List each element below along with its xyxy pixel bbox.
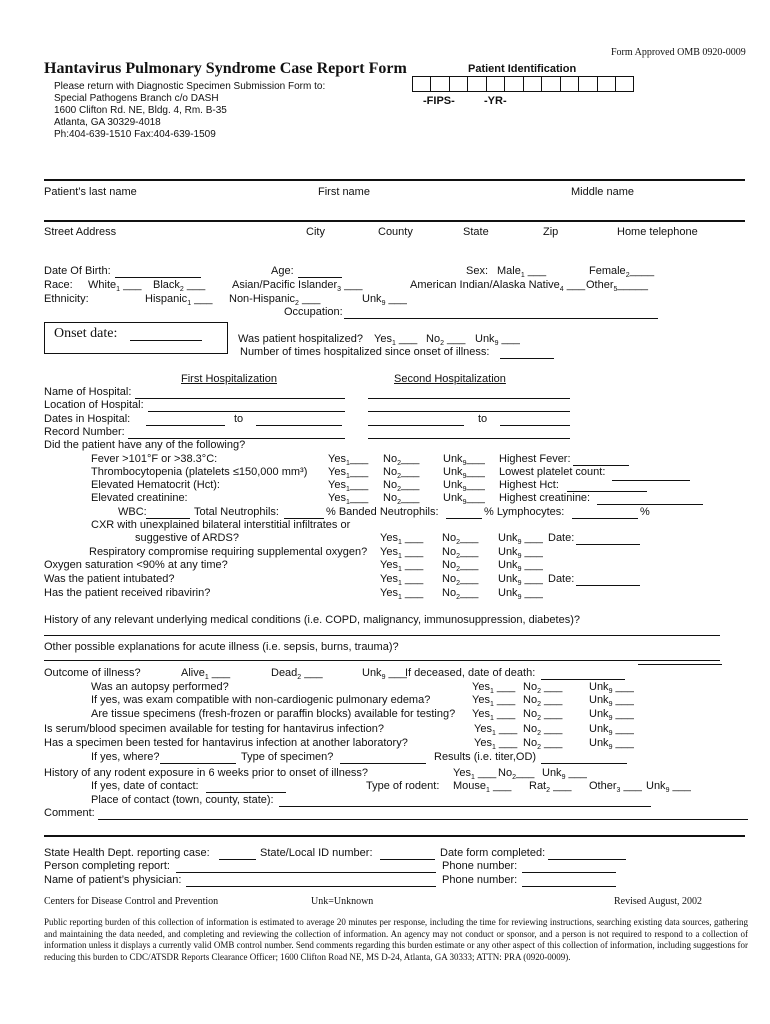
- intub-no[interactable]: $No_2\_\_\_$: [442, 573, 479, 588]
- yr-label: -YR-: [484, 95, 507, 107]
- autopsy-yes[interactable]: Yes$_1$ ___: [472, 681, 516, 696]
- rodent-unk[interactable]: Unk$_9$ ___: [542, 767, 587, 782]
- onset-date-field[interactable]: [130, 340, 202, 341]
- rodent-label: History of any rodent exposure in 6 weeks prior to onset of illness?: [44, 767, 369, 779]
- highest-creatinine-field[interactable]: [597, 504, 703, 505]
- other-race-option[interactable]: Other$_5$_____: [586, 279, 649, 294]
- riba-yes[interactable]: Yes$_1$ ___: [380, 587, 424, 602]
- section-divider: [44, 835, 745, 837]
- intub-date-field[interactable]: [576, 585, 640, 586]
- intub-date-label: Date:: [548, 573, 575, 585]
- cxr-no[interactable]: $No_2\_\_\_$: [442, 532, 479, 547]
- explanations-field-2[interactable]: [638, 664, 722, 665]
- form-title: Hantavirus Pulmonary Syndrome Case Report Form: [44, 60, 407, 77]
- tissue-no[interactable]: $No_2$ ___: [523, 708, 563, 723]
- oxy-no[interactable]: $No_2\_\_\_$: [442, 559, 479, 574]
- lymph-pct: %: [640, 506, 650, 518]
- to-label-2: to: [478, 413, 488, 425]
- physician-field[interactable]: [186, 886, 436, 887]
- other-rodent-option[interactable]: Other$_3$ ___: [589, 780, 642, 795]
- banded-neutrophils-label: % Banded Neutrophils:: [326, 506, 439, 518]
- revised-date: Revised August, 2002: [614, 896, 703, 907]
- city-label: City: [306, 226, 325, 238]
- lymphocytes-field[interactable]: [572, 518, 638, 519]
- zip-label: Zip: [543, 226, 559, 238]
- rodent-no[interactable]: $No_2\_\_\_$: [498, 767, 535, 782]
- exam-no[interactable]: $No_2$ ___: [523, 694, 563, 709]
- tested-label: Has a specimen been tested for hantavirus infection at another laboratory?: [44, 737, 408, 749]
- cdc-label: Centers for Disease Control and Prevention: [44, 896, 219, 907]
- last-name-label: Patient’s last name: [44, 186, 137, 198]
- date-in-field-1[interactable]: [146, 425, 225, 426]
- asian-option[interactable]: Asian/Pacific Islander$_3$ ___: [232, 279, 363, 294]
- return-line-2: Special Pathogens Branch c/o DASH: [54, 93, 219, 104]
- serum-label: Is serum/blood specimen available for testing for hantavirus infection?: [44, 723, 384, 735]
- burden-statement: Public reporting burden of this collection of information is estimated to average 20 minutes per response, including the time for reviewing instructions, searching existing data sources, gathering and maintaining the data needed, and completing and reviewing the collection of information. An agency may not conduct or sponsor, and a person is not required to respond to a collection of information unless it displays a currently valid OMB control number. Send comments regarding this burden estimate or any other aspect of this collection of information, including suggestions for reducing this burden to CDC/ATSDR Reports Clearance Officer; 1600 Clifton Road NE, MS D-24, Atlanta, GA 30333; ATTN: PRA (0920-0009).: [44, 917, 748, 962]
- fever-yes[interactable]: Yes$_1$___: [328, 453, 369, 468]
- contact-date-field[interactable]: [206, 792, 286, 793]
- cxr-label-2: suggestive of ARDS?: [135, 532, 239, 544]
- comment-field[interactable]: [98, 819, 748, 820]
- riba-unk[interactable]: Unk$_9$ ___: [498, 587, 543, 602]
- return-line-3: 1600 Clifton Rd. NE, Bldg. 4, Rm. B-35: [54, 105, 227, 116]
- hospital-name-field-1[interactable]: [135, 398, 345, 399]
- total-neutrophils-label: Total Neutrophils:: [194, 506, 279, 518]
- hosp-no-option[interactable]: $No_2$ ___: [426, 333, 466, 348]
- rodent-type-unk[interactable]: Unk$_9$ ___: [646, 780, 691, 795]
- cxr-date-label: Date:: [548, 532, 575, 544]
- person-completing-field[interactable]: [176, 872, 436, 873]
- address-line[interactable]: [44, 220, 745, 222]
- return-line-5: Ph:404-639-1510 Fax:404-639-1509: [54, 129, 216, 140]
- sex-label: Sex:: [466, 265, 489, 277]
- occupation-label: Occupation:: [284, 306, 343, 318]
- intubated-label: Was the patient intubated?: [44, 573, 175, 585]
- race-label: Race:: [44, 279, 73, 291]
- unk-ethnicity-option[interactable]: Unk$_9$ ___: [362, 293, 407, 308]
- conditions-field[interactable]: [44, 635, 720, 636]
- home-phone-label: Home telephone: [617, 226, 698, 238]
- oxy-yes[interactable]: Yes$_1$ ___: [380, 559, 424, 574]
- thrombo-unk[interactable]: Unk$_9$___: [443, 466, 485, 481]
- patient-id-label: Patient Identification: [468, 63, 577, 75]
- hospitalized-question: Was patient hospitalized?: [238, 333, 363, 345]
- fever-label: Fever >101°F or >38.3°C:: [91, 453, 218, 465]
- male-option[interactable]: Male$_1$ ___: [497, 265, 547, 280]
- creat-no[interactable]: $No_2\_\_\_$: [383, 492, 420, 507]
- date-of-death-field[interactable]: [541, 679, 625, 680]
- resp-unk[interactable]: Unk$_9$ ___: [498, 546, 543, 561]
- exam-label: If yes, was exam compatible with non-cardiogenic pulmonary edema?: [91, 694, 431, 706]
- ribavirin-label: Has the patient received ribavirin?: [44, 587, 211, 599]
- outcome-label: Outcome of illness?: [44, 667, 141, 679]
- physician-label: Name of patient’s physician:: [44, 874, 182, 886]
- hosp-unk-option[interactable]: Unk$_9$ ___: [475, 333, 520, 348]
- resp-no[interactable]: $No_2\_\_\_$: [442, 546, 479, 561]
- tissue-yes[interactable]: Yes$_1$ ___: [472, 708, 516, 723]
- hematocrit-label: Elevated Hematocrit (Hct):: [91, 479, 220, 491]
- alive-option[interactable]: Alive$_1$ ___: [181, 667, 231, 682]
- hospital-location-field-2[interactable]: [368, 411, 570, 412]
- first-name-label: First name: [318, 186, 370, 198]
- riba-no[interactable]: $No_2\_\_\_$: [442, 587, 479, 602]
- autopsy-no[interactable]: $No_2$ ___: [523, 681, 563, 696]
- cxr-unk[interactable]: Unk$_9$ ___: [498, 532, 543, 547]
- where-field[interactable]: [160, 763, 236, 764]
- date-out-field-2[interactable]: [500, 425, 570, 426]
- intub-yes[interactable]: Yes$_1$ ___: [380, 573, 424, 588]
- tissue-label: Are tissue specimens (fresh-frozen or paraffin blocks) available for testing?: [91, 708, 456, 720]
- age-field[interactable]: [298, 277, 342, 278]
- highest-hct-label: Highest Hct:: [499, 479, 559, 491]
- resp-yes[interactable]: Yes$_1$ ___: [380, 546, 424, 561]
- explanations-question: Other possible explanations for acute illness (i.e. sepsis, burns, trauma)?: [44, 641, 399, 653]
- explanations-field[interactable]: [44, 660, 720, 661]
- date-completed-label: Date form completed:: [440, 847, 546, 859]
- did-patient-have-label: Did the patient have any of the following?: [44, 439, 246, 451]
- wbc-label: WBC:: [118, 506, 147, 518]
- hospital-location-label: Location of Hospital:: [44, 399, 144, 411]
- exam-yes[interactable]: Yes$_1$ ___: [472, 694, 516, 709]
- onset-date-label: Onset date:: [54, 326, 118, 341]
- hospital-name-label: Name of Hospital:: [44, 386, 132, 398]
- person-completing-label: Person completing report:: [44, 860, 170, 872]
- county-label: County: [378, 226, 413, 238]
- first-hospitalization-heading: First Hospitalization: [181, 373, 277, 385]
- non-hispanic-option[interactable]: Non-Hispanic$_2$ ___: [229, 293, 321, 308]
- phone-label-2: Phone number:: [442, 874, 518, 886]
- record-number-field-2[interactable]: [368, 438, 570, 439]
- dob-field[interactable]: [115, 277, 201, 278]
- tested-yes[interactable]: Yes$_1$ ___: [474, 737, 518, 752]
- unk-legend: Unk=Unknown: [311, 896, 374, 907]
- occupation-field[interactable]: [344, 318, 658, 319]
- hospital-name-field-2[interactable]: [368, 398, 570, 399]
- female-option[interactable]: Female$_2$____: [589, 265, 655, 280]
- dead-option[interactable]: Dead$_2$ ___: [271, 667, 323, 682]
- intub-unk[interactable]: Unk$_9$ ___: [498, 573, 543, 588]
- place-field[interactable]: [279, 806, 651, 807]
- type-specimen-field[interactable]: [340, 763, 426, 764]
- lowest-platelet-label: Lowest platelet count:: [499, 466, 606, 478]
- where-label: If yes, where?: [91, 751, 160, 763]
- rat-option[interactable]: Rat$_2$ ___: [529, 780, 572, 795]
- creat-yes[interactable]: Yes$_1$___: [328, 492, 369, 507]
- creat-unk[interactable]: Unk$_9$___: [443, 492, 485, 507]
- type-specimen-label: Type of specimen?: [241, 751, 334, 763]
- lowest-platelet-field[interactable]: [612, 480, 690, 481]
- hosp-yes-option[interactable]: Yes$_1$ ___: [374, 333, 418, 348]
- date-of-death-label: If deceased, date of death:: [405, 667, 536, 679]
- record-number-label: Record Number:: [44, 426, 125, 438]
- age-label: Age:: [271, 265, 294, 277]
- white-option[interactable]: White$_1$ ___: [88, 279, 142, 294]
- contact-date-label: If yes, date of contact:: [91, 780, 199, 792]
- creatinine-label: Elevated creatinine:: [91, 492, 188, 504]
- highest-creatinine-label: Highest creatinine:: [499, 492, 591, 504]
- oxy-unk[interactable]: Unk$_9$ ___: [498, 559, 543, 574]
- conditions-question: History of any relevant underlying medical conditions (i.e. COPD, malignancy, immunosuppression, diabetes)?: [44, 614, 580, 626]
- omb-number: Form Approved OMB 0920-0009: [611, 47, 746, 58]
- date-out-field-1[interactable]: [256, 425, 342, 426]
- times-hospitalized-question: Number of times hospitalized since onset of illness:: [240, 346, 490, 358]
- highest-fever-label: Highest Fever:: [499, 453, 571, 465]
- hct-yes[interactable]: Yes$_1$___: [328, 479, 369, 494]
- phone-field-1[interactable]: [522, 872, 616, 873]
- rodent-type-label: Type of rodent:: [366, 780, 440, 792]
- serum-yes[interactable]: Yes$_1$ ___: [474, 723, 518, 738]
- state-health-field[interactable]: [219, 859, 256, 860]
- hospital-location-field-1[interactable]: [148, 411, 345, 412]
- results-field[interactable]: [541, 763, 627, 764]
- respiratory-label: Respiratory compromise requiring supplemental oxygen?: [89, 546, 368, 558]
- state-label: State: [463, 226, 489, 238]
- dob-label: Date Of Birth:: [44, 265, 111, 277]
- phone-label-1: Phone number:: [442, 860, 518, 872]
- dates-in-hospital-label: Dates in Hospital:: [44, 413, 131, 425]
- exam-unk[interactable]: Unk$_9$ ___: [589, 694, 634, 709]
- date-in-field-2[interactable]: [368, 425, 464, 426]
- place-label: Place of contact (town, county, state):: [91, 794, 274, 806]
- phone-field-2[interactable]: [522, 886, 616, 887]
- cxr-yes[interactable]: Yes$_1$ ___: [380, 532, 424, 547]
- tested-unk[interactable]: Unk$_9$ ___: [589, 737, 634, 752]
- ethnicity-label: Ethnicity:: [44, 293, 89, 305]
- local-id-label: State/Local ID number:: [260, 847, 373, 859]
- hct-unk[interactable]: Unk$_9$___: [443, 479, 485, 494]
- thrombocytopenia-label: Thrombocytopenia (platelets ≤150,000 mm³): [91, 466, 308, 478]
- thrombo-yes[interactable]: Yes$_1$___: [328, 466, 369, 481]
- serum-unk[interactable]: Unk$_9$ ___: [589, 723, 634, 738]
- fips-label: -FIPS-: [423, 95, 455, 107]
- date-completed-field[interactable]: [548, 859, 626, 860]
- autopsy-unk[interactable]: Unk$_9$ ___: [589, 681, 634, 696]
- tissue-unk[interactable]: Unk$_9$ ___: [589, 708, 634, 723]
- name-line[interactable]: [44, 179, 745, 181]
- oxygen-label: Oxygen saturation <90% at any time?: [44, 559, 228, 571]
- return-line-4: Atlanta, GA 30329-4018: [54, 117, 161, 128]
- times-hospitalized-field[interactable]: [500, 358, 554, 359]
- autopsy-label: Was an autopsy performed?: [91, 681, 229, 693]
- cxr-label-1: CXR with unexplained bilateral interstitial infiltrates or: [91, 519, 351, 531]
- local-id-field[interactable]: [380, 859, 435, 860]
- to-label-1: to: [234, 413, 244, 425]
- thrombo-no[interactable]: $No_2\_\_\_$: [383, 466, 420, 481]
- results-label: Results (i.e. titer,OD): [434, 751, 537, 763]
- hispanic-option[interactable]: Hispanic$_1$ ___: [145, 293, 213, 308]
- street-label: Street Address: [44, 226, 117, 238]
- hct-no[interactable]: $No_2\_\_\_$: [383, 479, 420, 494]
- fever-unk[interactable]: Unk$_9$___: [443, 453, 485, 468]
- second-hospitalization-heading: Second Hospitalization: [394, 373, 506, 385]
- lymphocytes-label: % Lymphocytes:: [484, 506, 565, 518]
- comment-label: Comment:: [44, 807, 95, 819]
- banded-field[interactable]: [446, 518, 482, 519]
- outcome-unk-option[interactable]: Unk$_9$ ___: [362, 667, 407, 682]
- return-line-1: Please return with Diagnostic Specimen Submission Form to:: [54, 81, 326, 92]
- rodent-yes[interactable]: Yes$_1$ ___: [453, 767, 497, 782]
- black-option[interactable]: Black$_2$ ___: [153, 279, 206, 294]
- tested-no[interactable]: $No_2$ ___: [523, 737, 563, 752]
- middle-name-label: Middle name: [571, 186, 634, 198]
- cxr-date-field[interactable]: [576, 544, 640, 545]
- american-indian-option[interactable]: American Indian/Alaska Native$_4$ ___: [410, 279, 586, 294]
- mouse-option[interactable]: Mouse$_1$ ___: [453, 780, 512, 795]
- serum-no[interactable]: $No_2$ ___: [523, 723, 563, 738]
- state-health-label: State Health Dept. reporting case:: [44, 847, 210, 859]
- fever-no[interactable]: $No_2\_\_\_$: [383, 453, 420, 468]
